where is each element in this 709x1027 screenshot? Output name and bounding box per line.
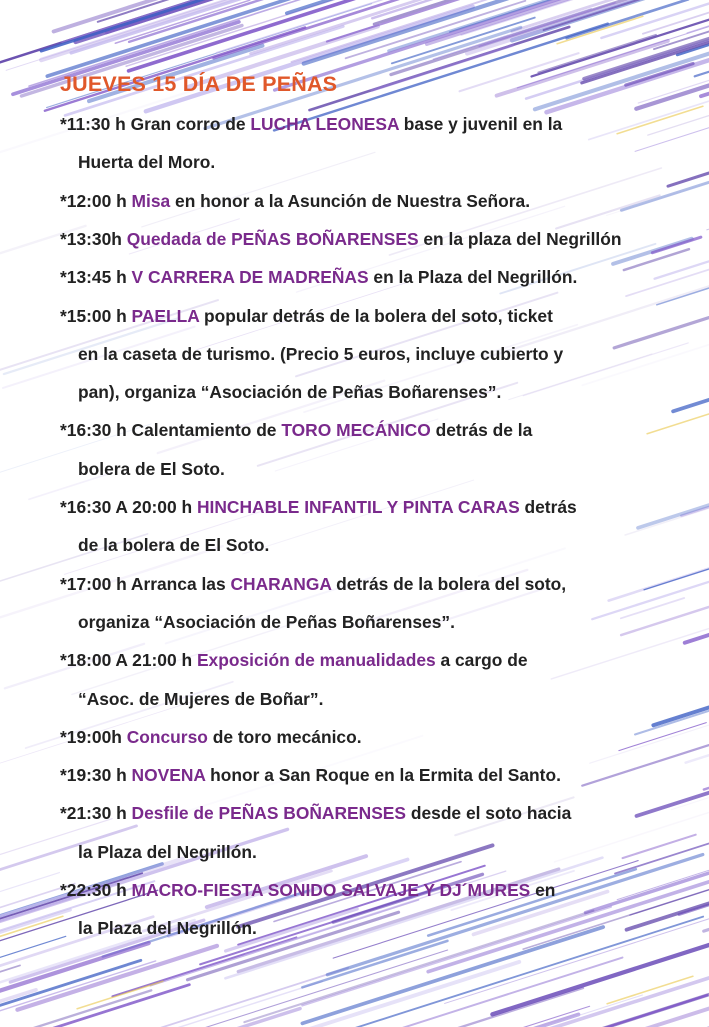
page-title: JUEVES 15 DÍA DE PEÑAS xyxy=(60,72,338,96)
highlight-text: TORO MECÁNICO xyxy=(281,420,431,441)
event-line-continuation xyxy=(78,459,225,480)
body-text: a cargo de xyxy=(435,650,528,671)
event-line-continuation xyxy=(78,689,323,710)
highlight-text: Desfile de PEÑAS BOÑARENSES xyxy=(131,803,407,824)
event-line-continuation xyxy=(78,612,455,633)
event-line xyxy=(60,420,532,441)
highlight-text: CHARANGA xyxy=(230,573,332,594)
body-text: bolera de El Soto. xyxy=(78,458,225,479)
body-text: popular detrás de la bolera del soto, ticket xyxy=(199,305,553,326)
body-text: de toro mecánico. xyxy=(207,726,362,747)
body-text: desde el soto hacia xyxy=(406,803,572,824)
body-text: *13:30h xyxy=(60,228,127,249)
body-text: en la Plaza del Negrillón. xyxy=(368,267,578,288)
event-line xyxy=(60,114,562,135)
highlight-text: PAELLA xyxy=(131,305,200,326)
highlight-text: Misa xyxy=(131,190,171,211)
event-line xyxy=(60,267,577,288)
body-text: detrás de la bolera del soto, xyxy=(331,573,567,594)
highlight-text: Quedada de PEÑAS BOÑARENSES xyxy=(126,228,419,249)
highlight-text: HINCHABLE INFANTIL Y PINTA CARAS xyxy=(196,497,520,517)
event-line xyxy=(60,803,571,824)
event-line-continuation xyxy=(78,344,563,365)
highlight-text: MACRO-FIESTA SONIDO SALVAJE Y DJ´MURES xyxy=(131,880,531,900)
body-text: *22:30 h xyxy=(60,880,132,900)
body-text: base y juvenil en la xyxy=(398,114,563,134)
event-line-continuation xyxy=(78,382,501,403)
event-line xyxy=(60,497,577,518)
body-text: en xyxy=(530,880,556,900)
body-text: *19:00h xyxy=(60,726,127,747)
highlight-text: LUCHA LEONESA xyxy=(250,114,399,134)
body-text: *16:30 A 20:00 h xyxy=(60,497,197,517)
body-text: la Plaza del Negrillón. xyxy=(78,841,257,862)
body-text: *18:00 A 21:00 h xyxy=(60,650,197,671)
body-text: en honor a la Asunción de Nuestra Señora. xyxy=(170,190,531,211)
highlight-text: V CARRERA DE MADREÑAS xyxy=(131,267,369,288)
body-text: *13:45 h xyxy=(60,267,132,288)
body-text: *21:30 h xyxy=(60,803,132,824)
body-text: la Plaza del Negrillón. xyxy=(78,918,257,939)
event-line-continuation xyxy=(78,918,257,939)
highlight-text: Exposición de manualidades xyxy=(196,650,436,671)
event-line xyxy=(60,727,362,748)
body-text: detrás de la xyxy=(430,420,533,441)
body-text: *17:00 h Arranca las xyxy=(60,573,231,594)
body-text: organiza “Asociación de Peñas Boñarenses”. xyxy=(78,611,455,632)
body-text: *11:30 h Gran corro de xyxy=(60,114,251,134)
highlight-text: Concurso xyxy=(126,726,208,747)
event-line-continuation xyxy=(78,535,269,556)
body-text: en la plaza del Negrillón xyxy=(418,228,622,249)
body-text: “Asoc. de Mujeres de Boñar”. xyxy=(78,688,324,709)
event-line xyxy=(60,574,566,595)
body-text: *19:30 h xyxy=(60,765,132,786)
body-text: pan), organiza “Asociación de Peñas Boñarenses”. xyxy=(78,382,502,403)
body-text: honor a San Roque en la Ermita del Santo. xyxy=(205,765,561,786)
event-line-continuation xyxy=(78,842,257,863)
body-text: Huerta del Moro. xyxy=(78,152,216,173)
body-text: *15:00 h xyxy=(60,305,132,326)
event-line xyxy=(60,880,555,901)
event-line xyxy=(60,650,528,671)
event-line xyxy=(60,191,530,212)
body-text: en la caseta de turismo. (Precio 5 euros, incluye cubierto y xyxy=(78,343,564,364)
event-line-continuation xyxy=(78,152,215,173)
event-line xyxy=(60,765,561,786)
highlight-text: NOVENA xyxy=(131,765,206,786)
event-line xyxy=(60,306,553,327)
body-text: detrás xyxy=(519,497,577,517)
body-text: *16:30 h Calentamiento de xyxy=(60,420,282,441)
body-text: *12:00 h xyxy=(60,190,132,211)
event-line xyxy=(60,229,622,250)
body-text: de la bolera de El Soto. xyxy=(78,535,270,556)
